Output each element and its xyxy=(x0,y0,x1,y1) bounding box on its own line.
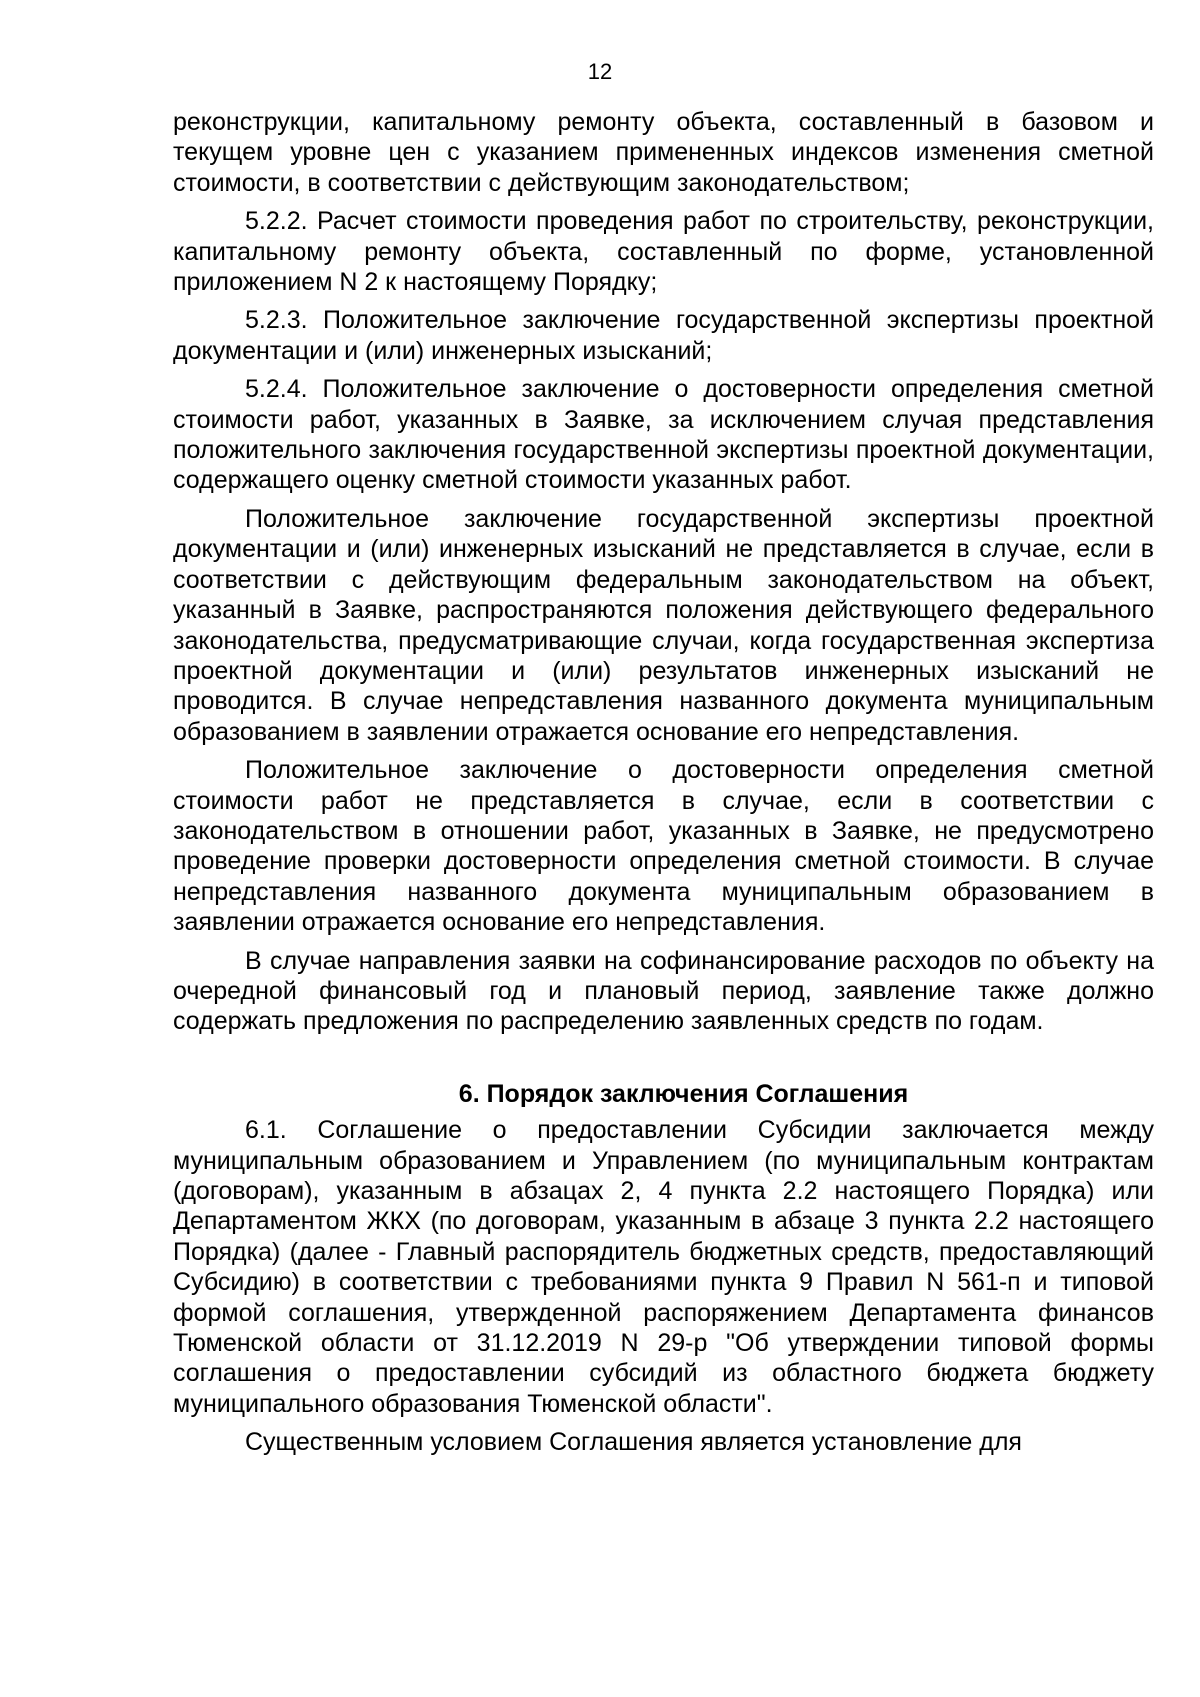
document-body xyxy=(173,107,1154,1466)
paragraph-cofinancing: В случае направления заявки на софинансирование расходов по объекту на очередной финансовый год и плановый период, заявление также должно содержать предложения по распределению заявленных средств по годам. xyxy=(173,946,1154,1036)
paragraph-estimate-exemption: Положительное заключение о достоверности определения сметной стоимости работ не представляется в случае, если в соответствии с законодательством в отношении работ, указанных в Заявке, не предусмотрено проведение проверки достоверности определения сметной стоимости. В случае непредставления названного документа муниципальным образованием в заявлении отражается основание его непредставления. xyxy=(173,756,1154,937)
paragraph-5-2-3: 5.2.3. Положительное заключение государственной экспертизы проектной документации и (или) инженерных изысканий; xyxy=(173,306,1154,365)
paragraph-5-2-4: 5.2.4. Положительное заключение о достоверности определения сметной стоимости работ, указанных в Заявке, за исключением случая представления положительного заключения государственной экспертизы проектной документации, содержащего оценку сметной стоимости указанных работ. xyxy=(173,375,1154,495)
paragraph-expertise-exemption: Положительное заключение государственной экспертизы проектной документации и (или) инженерных изысканий не представляется в случае, если в соответствии с действующим федеральным законодательством на объект, указанный в Заявке, распространяются положения действующего федерального законодательства, предусматривающие случаи, когда государственная экспертиза проектной документации и (или) результатов инженерных изысканий не проводится. В случае непредставления названного документа муниципальным образованием в заявлении отражается основание его непредставления. xyxy=(173,504,1154,746)
section-heading: 6. Порядок заключения Соглашения xyxy=(458,1079,909,1108)
paragraph-6-1: 6.1. Соглашение о предоставлении Субсидии заключается между муниципальным образованием и Управлением (по муниципальным контрактам (договорам), указанным в абзацах 2, 4 пункта 2.2 настоящего Порядка) или Департаментом ЖКХ (по договорам, указанным в абзаце 3 пункта 2.2 настоящего Порядка) (далее - Главный распорядитель бюджетных средств, предоставляющий Субсидию) в соответствии с требованиями пункта 9 Правил N 561-п и типовой формой соглашения, утвержденной распоряжением Департамента финансов Тюменской области от 31.12.2019 N 29-р "Об утверждении типовой формы соглашения о предоставлении субсидий из областного бюджета бюджету муниципального образования Тюменской области". xyxy=(173,1116,1154,1418)
paragraph-essential-condition: Существенным условием Соглашения является установление для xyxy=(245,1428,1022,1457)
page-number: 12 xyxy=(587,59,613,84)
paragraph-5-2-2: 5.2.2. Расчет стоимости проведения работ по строительству, реконструкции, капитальному ремонту объекта, составленный по форме, установленной приложением N 2 к настоящему Порядку; xyxy=(173,207,1154,297)
paragraph-continuation: реконструкции, капитальному ремонту объекта, составленный в базовом и текущем уровне цен с указанием примененных индексов изменения сметной стоимости, в соответствии с действующим законодательством; xyxy=(173,108,1154,197)
